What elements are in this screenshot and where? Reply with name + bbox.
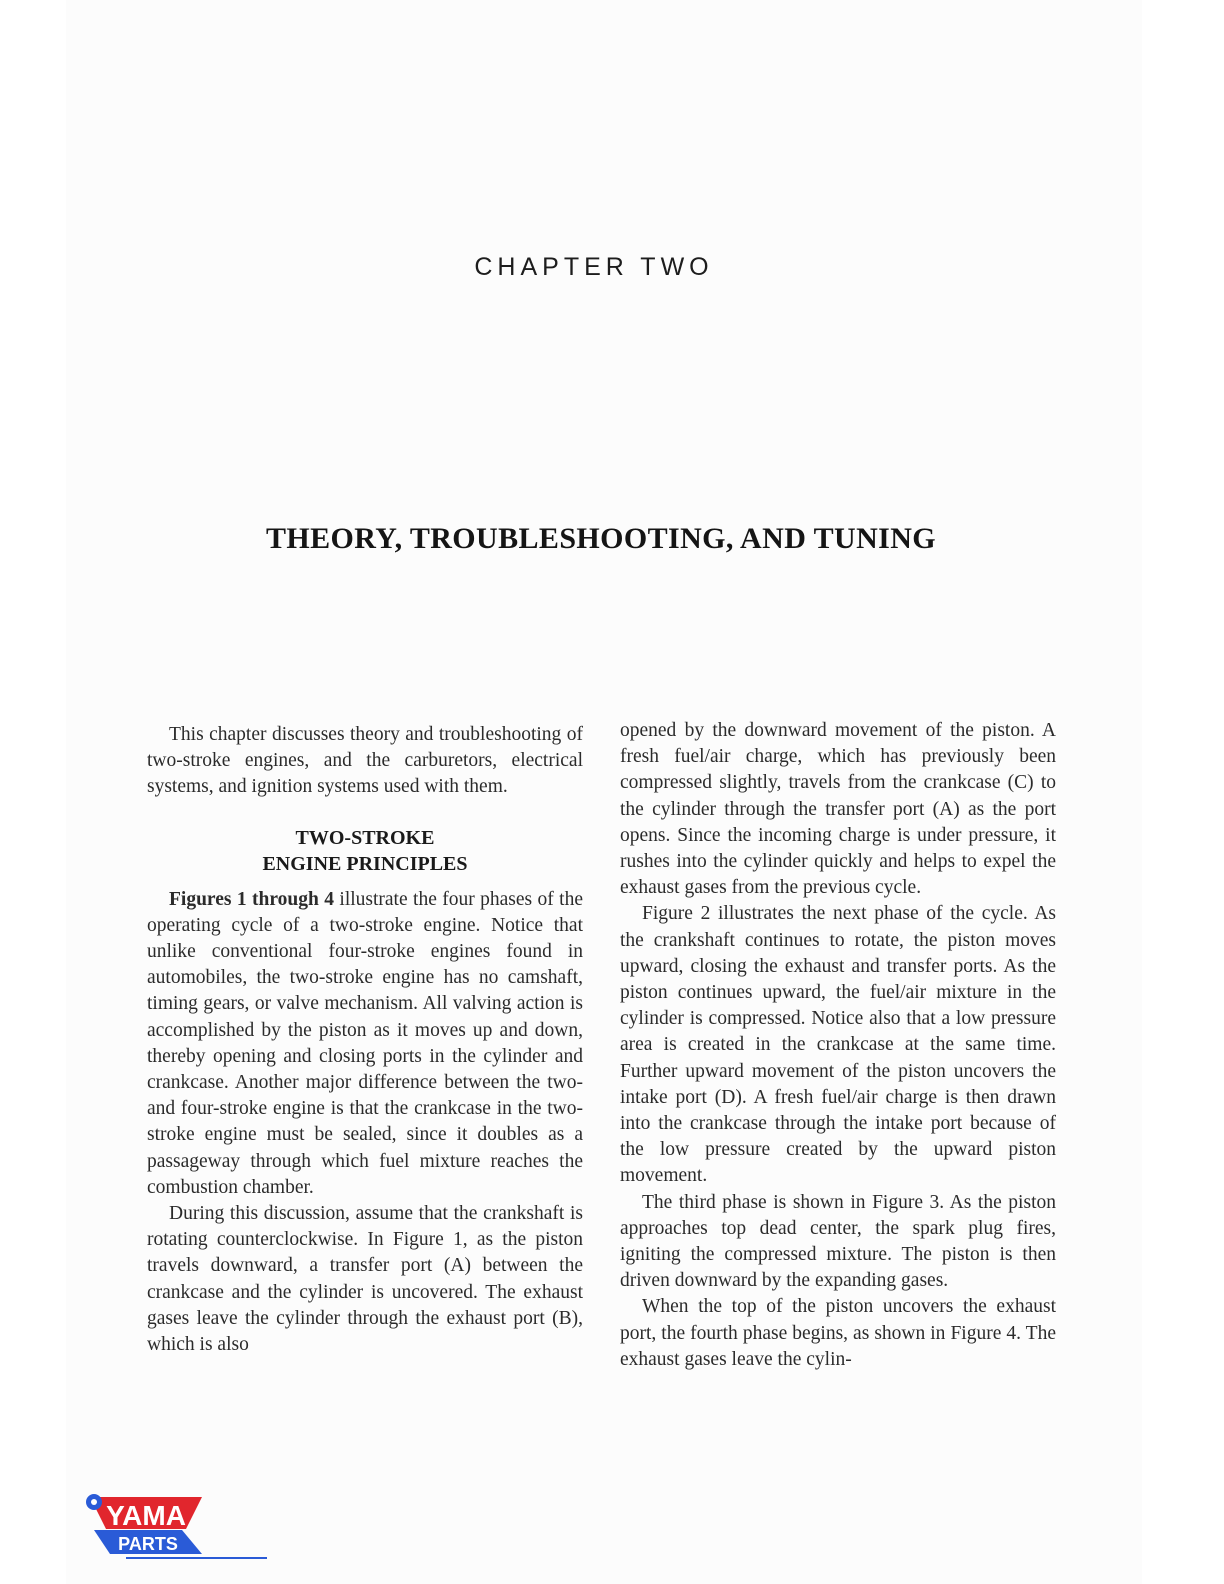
figure-2-paragraph: Figure 2 illustrates the next phase of the cycle. As the crankshaft continues to rotate, the piston moves upward, closing the exhaust and transfer ports. As the piston continues upward, the fuel/​air mixture in the cylinder is compressed. Notice also that a low pressure area is created in the crankcase at the same time. Further upward movement of the piston uncovers the intake port (D). A fresh fuel/air charge is then drawn into the crankcase through the intake port because of the low pressure created by the upward piston movement. — [620, 903, 1056, 1187]
figure-4-paragraph: When the top of the piston uncovers the exhaust port, the fourth phase begins, as shown in Figure 4. The exhaust gases leave the cylin- — [620, 1296, 1056, 1370]
section-heading-line2: ENGINE PRINCIPLES — [262, 852, 468, 875]
chapter-title: THEORY, TROUBLESHOOTING, AND TUNING — [265, 522, 937, 555]
discussion-paragraph: During this discussion, assume that the crankshaft is rotating counterclockwise. In Figure 1, as the piston travels downward, a transfer port (A) between the crankcase and the cylinder is uncovered. The exhaust gases leave the cylinder through the exhaust port (B), which is also — [147, 1203, 583, 1356]
left-column — [147, 722, 583, 1358]
intro-paragraph: This chapter discusses theory and troubleshooting of two-stroke engines, and the carburetors, electrical systems, and ignition systems used with them. — [147, 724, 583, 798]
section-heading — [147, 825, 583, 877]
figure-3-paragraph: The third phase is shown in Figure 3. As the piston approaches top dead center, the spark plug fires, igniting the compressed mixture. The piston is then driven downward by the expanding gases. — [620, 1191, 1056, 1292]
chapter-label: CHAPTER TWO — [474, 253, 714, 281]
logo-text-yama: YAMA — [106, 1500, 186, 1531]
principles-paragraph — [147, 887, 583, 1201]
figures-reference: Figures 1 through 4 — [169, 888, 334, 910]
yamaparts-logo[interactable] — [82, 1492, 268, 1562]
continued-paragraph: opened by the downward movement of the piston. A fresh fuel/air charge, which has previously been compressed slightly, travels from the crankcase (C) to the cylinder through the transfer port (A) as the port opens. Since the incoming charge is under pressure, it rushes into the cylinder quickly and helps to expel the exhaust gases from the previous cycle. — [620, 720, 1056, 899]
section-heading-line1: TWO-STROKE — [295, 826, 435, 849]
right-column — [620, 718, 1056, 1373]
logo-text-parts: PARTS — [118, 1534, 178, 1554]
principles-paragraph-text: illustrate the four phases of the operating cycle of a two-stroke engine. Notice that unlike conventional four-stroke engines found in automobiles, the two-stroke engine has no camshaft, timing gears, or valve mechanism. All valving action is accomplished by the piston as it moves up and down, thereby opening and closing ports in the cylinder and crankcase. Another major difference between the two- and four-stroke engine is that the crankcase in the two-stroke engine must be sealed, since it doubles as a passageway through which fuel mixture reaches the combustion chamber. — [147, 888, 583, 1198]
logo-link-underline — [126, 1557, 267, 1559]
emblem-center — [91, 1499, 97, 1505]
